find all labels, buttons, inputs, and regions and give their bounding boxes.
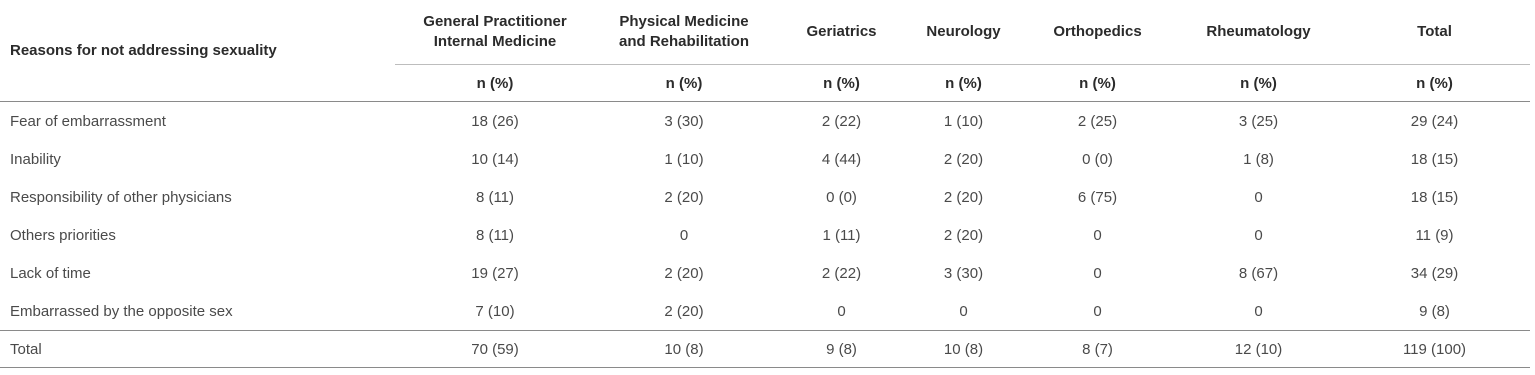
column-header-orthopedics: Orthopedics [1017, 0, 1178, 65]
total-cell: 119 (100) [1339, 331, 1530, 368]
table-cell: 0 [1254, 302, 1263, 320]
column-header-rheumatology: Rheumatology [1178, 0, 1339, 65]
table-cell: 1 (8) [1243, 150, 1274, 168]
table-row [0, 102, 1530, 141]
table-row [0, 292, 1530, 331]
table-cell: 18 (26) [471, 112, 519, 130]
table-cell: 1 (11) [822, 226, 861, 244]
unit-label: n (%) [773, 65, 910, 102]
total-cell: 9 (8) [773, 331, 910, 368]
table-cell: 0 [1093, 226, 1102, 244]
row-label: Fear of embarrassment [10, 112, 166, 130]
table-cell: 3 (25) [1238, 112, 1279, 130]
table-cell: 6 (75) [1077, 188, 1118, 206]
table-cell: 0 [959, 302, 968, 320]
header-row [0, 0, 1530, 65]
column-header-line2: and Rehabilitation [618, 33, 749, 50]
unit-label: n (%) [1017, 65, 1178, 102]
table-cell: 1 (10) [664, 150, 704, 168]
table-cell: 2 (20) [943, 226, 984, 244]
row-label: Embarrassed by the opposite sex [10, 302, 233, 320]
table-cell: 2 (20) [664, 264, 704, 282]
table-cell: 0 [1254, 188, 1263, 206]
table-cell: 3 (30) [943, 264, 984, 282]
table-cell: 0 [837, 302, 846, 320]
total-label: Total [0, 331, 395, 368]
table-cell: 0 (0) [826, 188, 857, 206]
table-cell: 2 (20) [943, 188, 984, 206]
column-header-total: Total [1339, 0, 1530, 65]
column-header-line2: Internal Medicine [433, 33, 557, 50]
row-label: Others priorities [10, 226, 116, 244]
table-cell: 2 (20) [664, 188, 704, 206]
total-cell: 10 (8) [910, 331, 1017, 368]
column-header-general-practitioner [395, 0, 595, 65]
table-cell: 0 (0) [1082, 150, 1113, 168]
unit-label: n (%) [910, 65, 1017, 102]
unit-label: n (%) [1339, 65, 1530, 102]
total-cell: 12 (10) [1178, 331, 1339, 368]
row-label: Inability [10, 150, 61, 168]
table-cell: 4 (44) [821, 150, 862, 168]
table-cell: 1 (10) [943, 112, 984, 130]
table-cell: 0 [1093, 264, 1102, 282]
table-cell: 34 (29) [1410, 264, 1459, 282]
table-cell: 2 (25) [1077, 112, 1118, 130]
table-cell: 2 (22) [821, 112, 862, 130]
table-cell: 11 (9) [1415, 226, 1454, 244]
table-cell: 19 (27) [471, 264, 519, 282]
column-header-neurology: Neurology [910, 0, 1017, 65]
column-header-geriatrics: Geriatrics [773, 0, 910, 65]
table-cell: 2 (20) [943, 150, 984, 168]
table-cell: 8 (67) [1238, 264, 1279, 282]
table-row [0, 140, 1530, 178]
table-cell: 9 (8) [1419, 302, 1450, 320]
table-cell: 2 (22) [821, 264, 862, 282]
total-cell: 70 (59) [395, 331, 595, 368]
row-header-title: Reasons for not addressing sexuality [0, 0, 395, 102]
table-cell: 18 (15) [1410, 188, 1459, 206]
table-cell: 10 (14) [471, 150, 519, 168]
unit-label: n (%) [395, 65, 595, 102]
table-cell: 0 [1093, 302, 1102, 320]
total-row [0, 331, 1530, 368]
table-cell: 0 [679, 226, 689, 244]
table-cell: 3 (30) [664, 112, 704, 130]
table-row [0, 216, 1530, 254]
row-label: Lack of time [10, 264, 91, 282]
row-label: Responsibility of other physicians [10, 188, 232, 206]
table-cell: 8 (11) [475, 226, 515, 244]
total-cell: 10 (8) [595, 331, 773, 368]
column-header-line1: Physical Medicine [619, 13, 749, 30]
table-cell: 0 [1254, 226, 1263, 244]
table-row [0, 178, 1530, 216]
table-row [0, 254, 1530, 292]
table-cell: 8 (11) [475, 188, 515, 206]
column-header-line1: General Practitioner [423, 13, 567, 30]
table-cell: 18 (15) [1410, 150, 1459, 168]
table-cell: 29 (24) [1410, 112, 1459, 130]
table-cell: 2 (20) [664, 302, 704, 320]
column-header-physical-medicine [595, 0, 773, 65]
unit-label: n (%) [1178, 65, 1339, 102]
table-cell: 7 (10) [475, 302, 515, 320]
total-cell: 8 (7) [1017, 331, 1178, 368]
unit-label: n (%) [595, 65, 773, 102]
